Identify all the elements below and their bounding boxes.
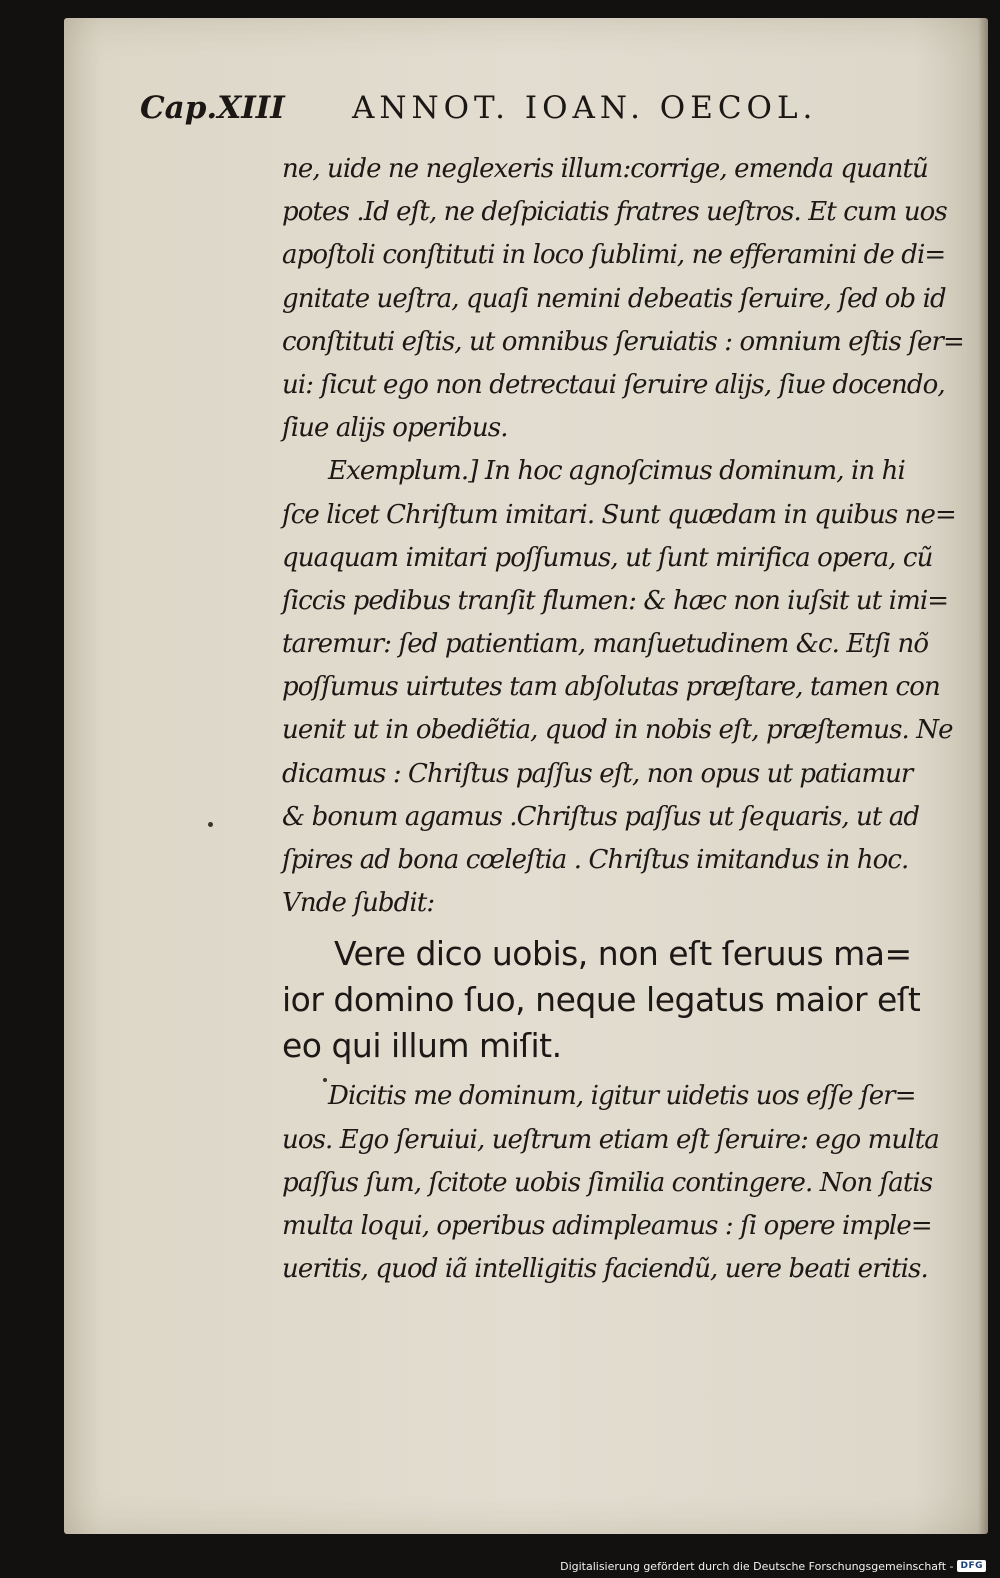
text-line: ui: ſicut ego non detrectaui ſeruire alijs, ſiue docendo,: [282, 369, 945, 400]
text-line: uenit ut in obediẽtia, quod in nobis eſt, præſtemus. Ne: [282, 715, 953, 746]
text-block: [282, 148, 964, 1291]
text-line: Exemplum.] In hoc agnoſcimus dominum, in hi: [328, 456, 905, 487]
verse-line: ior domino ſuo, neque legatus maior eſt: [282, 980, 921, 1020]
chapter-number: Cap.XIII: [140, 90, 285, 126]
text-line: ſce licet Chriſtum imitari. Sunt quædam in quibus ne=: [282, 499, 956, 530]
text-line: ſiue alijs operibus.: [282, 413, 508, 444]
text-line: Vnde ſubdit:: [282, 888, 435, 919]
text-line: quaquam imitari poſſumus, ut ſunt mirifica opera, cũ: [282, 542, 933, 573]
running-title: ANNOT. IOAN. OECOL.: [352, 90, 818, 126]
credit-text: Digitalisierung gefördert durch die Deutsche Forschungsgemeinschaft -: [560, 1559, 954, 1573]
text-line: paſſus ſum, ſcitote uobis ſimilia contingere. Non ſatis: [282, 1167, 933, 1198]
gloss-paragraph: [282, 1075, 950, 1291]
text-line: ſpires ad bona cœleſtia . Chriſtus imitandus in hoc.: [282, 845, 909, 875]
ink-speck: [323, 1078, 327, 1082]
exemplum-paragraph: [282, 450, 956, 925]
scripture-verse: [282, 931, 950, 1069]
text-line: ne, uide ne neglexeris illum:corrige, emenda quantũ: [282, 154, 928, 184]
verse-line: Vere dico uobis, non eſt ſeruus ma=: [334, 934, 912, 974]
text-line: ueritis, quod iã intelligitis faciendũ, uere beati eritis.: [282, 1254, 928, 1285]
text-line: taremur: ſed patientiam, manſuetudinem &c. Etſi nõ: [282, 629, 929, 660]
text-line: ſiccis pedibus tranſit flumen: & hæc non iuſsit ut imi=: [282, 585, 949, 616]
text-line: poſſumus uirtutes tam abſolutas præſtare, tamen con: [282, 672, 940, 703]
text-line: apoſtoli conſtituti in loco ſublimi, ne efferamini de di=: [282, 240, 946, 271]
ink-speck: [208, 822, 213, 827]
text-line: & bonum agamus .Chriſtus paſſus ut ſequaris, ut ad: [282, 801, 920, 832]
text-line: potes .Id eſt, ne deſpiciatis fratres ueſtros. Et cum uos: [282, 197, 947, 228]
text-line: multa loqui, operibus adimpleamus : ſi opere imple=: [282, 1210, 932, 1241]
text-line: uos. Ego ſeruiui, ueſtrum etiam eſt ſeruire: ego multa: [282, 1124, 939, 1155]
commentary-paragraph: [282, 148, 964, 450]
text-line: conſtituti eſtis, ut omnibus ſeruiatis : omnium eſtis ſer=: [282, 326, 964, 357]
page-edge-shadow: [978, 18, 988, 1534]
dfg-logo-icon: DFG: [957, 1560, 986, 1572]
digitization-credit: [560, 1558, 986, 1574]
text-line: dicamus : Chriſtus paſſus eſt, non opus ut patiamur: [282, 758, 913, 789]
text-line: Dicitis me dominum, igitur uidetis uos eſſe ſer=: [328, 1081, 916, 1112]
running-head: [80, 90, 920, 140]
verse-line: eo qui illum miſit.: [282, 1026, 562, 1066]
text-line: gnitate ueſtra, quaſi nemini debeatis ſeruire, ſed ob id: [282, 283, 946, 314]
